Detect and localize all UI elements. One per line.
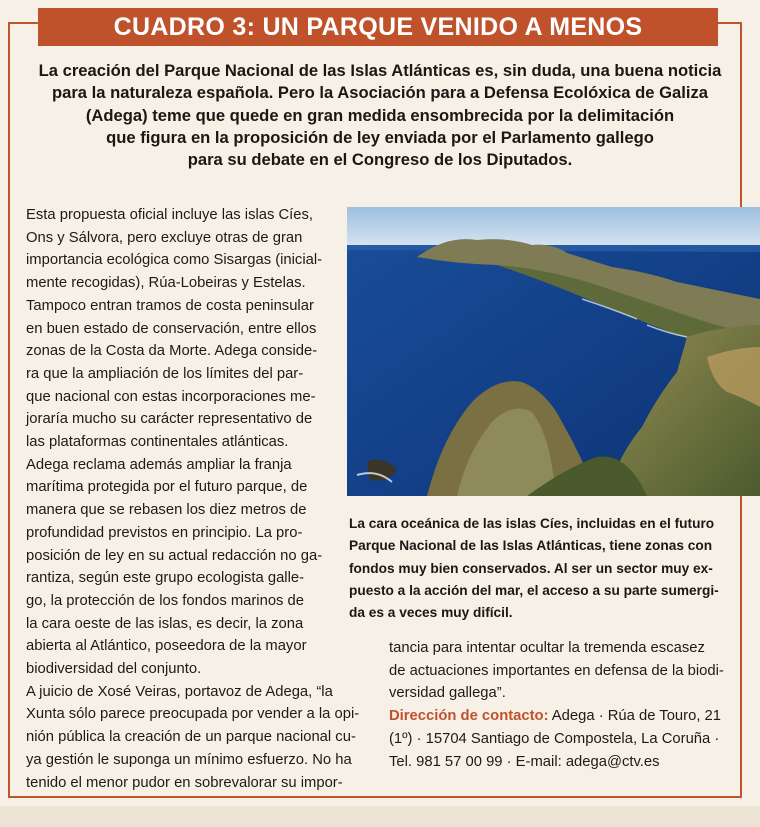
page-bottom-strip [0, 806, 760, 827]
contact-address: Adega · Rúa de Touro, 21 [548, 708, 721, 725]
intro-line: para la naturaleza española. Pero la Asociación para a Defensa Ecolóxica de Galiza [51, 83, 709, 103]
caption-line: La cara oceánica de las islas Cíes, incluidas en el futuro [349, 516, 715, 531]
intro-line: La creación del Parque Nacional de las Islas Atlánticas es, sin duda, una buena noticia [38, 61, 722, 80]
text-line: en buen estado de conservación, entre ellos [26, 320, 317, 337]
contact-line: Tel. 981 57 00 99 · E-mail: adega@ctv.es [389, 753, 660, 770]
caption-line: da es a veces muy difícil. [349, 605, 513, 621]
text-line: versidad gallega”. [389, 685, 506, 702]
body-text-left [26, 204, 360, 794]
text-line: abierta al Atlántico, poseedora de la mayor [26, 638, 307, 655]
contact-line: (1º) · 15704 Santiago de Compostela, La Coruña · [389, 730, 720, 747]
intro-paragraph [30, 60, 730, 171]
text-line: mente recogidas), Rúa-Lobeiras y Estelas. [26, 275, 306, 292]
text-line: A juicio de Xosé Veiras, portavoz de Adega, “la [26, 683, 333, 700]
text-line: profundidad previstos en principio. La pro- [26, 524, 303, 541]
text-line: ra que la ampliación de los límites del par- [26, 365, 304, 382]
text-line: tancia para intentar ocultar la tremenda escasez [389, 640, 705, 656]
text-line: Adega reclama además ampliar la franja [26, 456, 292, 473]
intro-line: para su debate en el Congreso de los Diputados. [187, 150, 573, 170]
text-line: zonas de la Costa da Morte. Adega conside- [26, 343, 318, 360]
text-line: nión pública la creación de un parque nacional cu- [26, 729, 356, 746]
text-line: tenido el menor pudor en sobrevalorar su impor- [26, 774, 343, 791]
caption-line: Parque Nacional de las Islas Atlánticas, tiene zonas con [349, 538, 713, 554]
text-line: ya gestión le suponga un mínimo esfuerzo. No ha [26, 751, 352, 768]
text-line: joraría mucho su carácter representativo de [26, 411, 313, 428]
box-title: CUADRO 3: UN PARQUE VENIDO A MENOS [38, 8, 718, 46]
contact-label: Dirección de contacto: [389, 708, 549, 725]
text-line: importancia ecológica como Sisargas (inicial- [26, 252, 323, 269]
body-text-right [389, 637, 739, 773]
text-line: marítima protegida por el futuro parque, de [26, 479, 308, 496]
text-line: Tampoco entran tramos de costa peninsular [26, 297, 314, 314]
text-line: la cara oeste de las islas, es decir, la zona [26, 615, 304, 632]
caption-line: fondos muy bien conservados. Al ser un sector muy ex- [349, 560, 713, 576]
text-line: de actuaciones importantes en defensa de la biodi- [389, 662, 724, 679]
cies-islands-photo [347, 207, 760, 496]
text-line: Xunta sólo parece preocupada por vender a la opi- [26, 706, 360, 723]
intro-line: que figura en la proposición de ley enviada por el Parlamento gallego [106, 127, 654, 147]
photo-illustration [347, 207, 760, 496]
intro-line: (Adega) teme que quede en gran medida ensombrecida por la delimitación [85, 105, 675, 125]
text-line: que nacional con estas incorporaciones me- [26, 388, 316, 405]
text-line: las plataformas continentales atlánticas. [26, 434, 289, 451]
text-line: Ons y Sálvora, pero excluye otras de gran [26, 229, 303, 246]
contact-line [389, 705, 739, 728]
text-line: rantiza, según este grupo ecologista galle- [26, 570, 305, 587]
text-line: posición de ley en su actual redacción no ga- [26, 547, 323, 564]
text-line: go, la protección de los fondos marinos de [26, 592, 305, 609]
text-line: manera que se rebasen los diez metros de [26, 502, 307, 519]
caption-line: puesto a la acción del mar, el acceso a su parte sumergi- [349, 582, 719, 598]
text-line: biodiversidad del conjunto. [26, 661, 202, 678]
photo-caption [349, 513, 754, 624]
text-line: Esta propuesta oficial incluye las islas Cíes, [26, 207, 314, 223]
